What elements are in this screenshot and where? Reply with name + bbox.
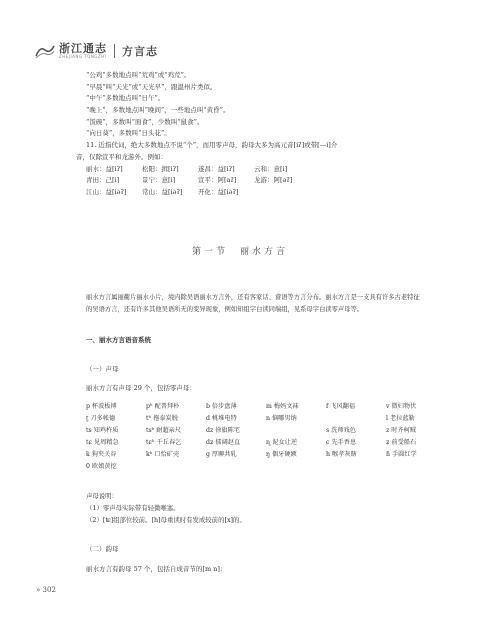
page-number-value: 302 — [42, 586, 56, 594]
initials-row — [86, 413, 446, 425]
example-cell: 青田：己[i] — [86, 176, 120, 185]
initials-row — [86, 437, 446, 449]
initials-row — [86, 425, 446, 437]
initials-intro: 丽水方言有声母 29 个，包括零声母： — [86, 384, 196, 392]
initials-cell: tɕ 见周精急 — [86, 439, 119, 447]
section-title: 第一节 丽水方言 — [191, 247, 288, 257]
book-title: 方言志 — [122, 45, 158, 58]
item-11-line: 音，仅除宣平和龙游外。例如： — [76, 152, 167, 161]
initials-notes — [86, 490, 246, 527]
example-cell: 景宁：意[i] — [142, 176, 176, 185]
initials-row — [86, 449, 446, 461]
brand-sub: ZHEJIANG TONGZHI — [59, 54, 107, 59]
initials-table — [86, 401, 446, 474]
initials-row — [86, 461, 446, 473]
example-cell — [254, 187, 310, 199]
top-line: “早晨”叫“天光”或“天光早”，跟温州片类似。 — [86, 82, 217, 91]
initials-cell: v 微妇物伏 — [386, 403, 417, 410]
top-line: “中午”多数地点叫“日午”。 — [86, 94, 165, 103]
logo-icon — [34, 42, 56, 60]
example-cell: 常山：益[iəʔ] — [142, 187, 183, 196]
initials-cell: ŋ 偶牙硬额 — [266, 451, 297, 459]
top-line: “饭碗”，多数叫“面食”，少数叫“鼠食”。 — [86, 117, 204, 126]
initials-cell: ɳ 泥女让逆 — [266, 439, 298, 447]
notes-heading: 声母说明： — [86, 492, 118, 500]
initials-cell: b 倍步盘薄 — [206, 403, 237, 410]
page-header — [34, 40, 158, 62]
initials-cell: tʰ 拖泰炭脱 — [146, 415, 178, 423]
initials-cell: s 洗师戏色 — [326, 427, 356, 435]
example-cell: 宣平：阿[aʔ] — [198, 176, 237, 185]
initials-cell: kʰ 口恰矿壳 — [146, 451, 180, 459]
initials-cell: tsʰ 耐超亲尺 — [146, 427, 182, 435]
header-divider — [114, 44, 115, 58]
item-11-line: 11. 近指代词，绝大多数地点不说“个”，而用零声母，韵母大多为高元音[iʔ]或带[—i]介 — [86, 141, 338, 150]
example-cell: 丽水：益[iʔ] — [86, 164, 123, 173]
initials-cell: k 狗夹关谷 — [86, 451, 117, 459]
initials-cell: ɦ 手圆红学 — [386, 451, 417, 459]
top-content — [76, 70, 436, 199]
example-row — [86, 164, 436, 176]
top-line: “晚上”，多数地点叫“晚间”，一些地点叫“黄昏”。 — [86, 106, 230, 115]
initials-cell: m 梅妈文袜 — [266, 403, 299, 410]
examples-grid — [86, 164, 436, 199]
initials-cell: ts 知鸡杵质 — [86, 427, 119, 435]
top-line: “向日葵”，多数叫“日头花”。 — [86, 129, 171, 138]
finals-intro: 丽水方言有韵母 57 个，包括自成音节的[m n]： — [86, 565, 227, 573]
example-cell: 云和：意[i] — [254, 164, 288, 173]
subheading-initials: （一）声母 — [86, 365, 119, 373]
example-cell: 开化：益[iəʔ] — [198, 187, 239, 196]
initials-cell: p 杯波板博 — [86, 403, 117, 410]
subheading-finals: （二）韵母 — [86, 545, 119, 553]
initials-row — [86, 401, 446, 413]
initials-cell: f 飞风翻福 — [326, 403, 356, 410]
note-item: （1）零声母实际带有轻微喉塞。 — [86, 504, 180, 513]
initials-cell: l 老拉蓝勒 — [386, 415, 415, 423]
brand-main: 浙江通志 — [59, 42, 107, 55]
initials-cell: 0 欧娘黄挖 — [86, 463, 117, 471]
brand — [59, 43, 107, 59]
initials-cell: n 恼哪男纳 — [266, 415, 297, 423]
example-cell: 龙游：阿[əʔ] — [254, 176, 293, 185]
example-cell: 松阳：揖[iʔ] — [142, 164, 179, 173]
initials-cell: ʑ 前受船石 — [386, 439, 417, 447]
body-paragraph: 丽水方言属丽衢片丽水小片，境内除吴语丽水方言外，还有客家话、畲语等方言分布。丽水方言是一支具有许多古老特征的吴语方言，还有许多其他吴语所无的变异现象，例如知组字白读同端组，见系母字白读零声母等。 — [86, 294, 420, 313]
initials-cell: ʈ 刀多帐德 — [86, 415, 116, 423]
initials-cell — [266, 425, 326, 437]
initials-cell: pʰ 配普拜朴 — [146, 403, 180, 410]
subheading-phonology: 一、丽水方言语音系统 — [86, 336, 151, 344]
example-row — [86, 187, 436, 199]
page-number — [36, 586, 56, 594]
initials-cell: d 桃堆电特 — [206, 415, 237, 423]
initials-cell: dʑ 擂阔赵直 — [206, 439, 241, 447]
initials-cell: ɕ 先手香息 — [326, 439, 357, 447]
initials-cell: z 时齐柯贼 — [386, 427, 416, 435]
initials-cell: tɕʰ 千丘春乞 — [146, 439, 182, 447]
top-line: “公鸡”多数地点叫“荒鸡”或“鸡荒”。 — [86, 71, 191, 79]
note-item: （2）[ʨ]组部位较前。[h]母重读时有发成较前的[x]的。 — [86, 516, 246, 525]
page-number-marker: » — [36, 586, 41, 594]
initials-cell: dz 徐旗陈宅 — [206, 427, 240, 435]
example-cell: 江山：益[iəʔ] — [86, 187, 127, 196]
initials-cell — [326, 413, 386, 425]
initials-cell: g 厚聊共轧 — [206, 451, 237, 459]
example-row — [86, 175, 436, 187]
example-cell: 遂昌：益[iʔ] — [198, 164, 235, 173]
initials-cell: h 喉孝灰瞎 — [326, 451, 357, 459]
